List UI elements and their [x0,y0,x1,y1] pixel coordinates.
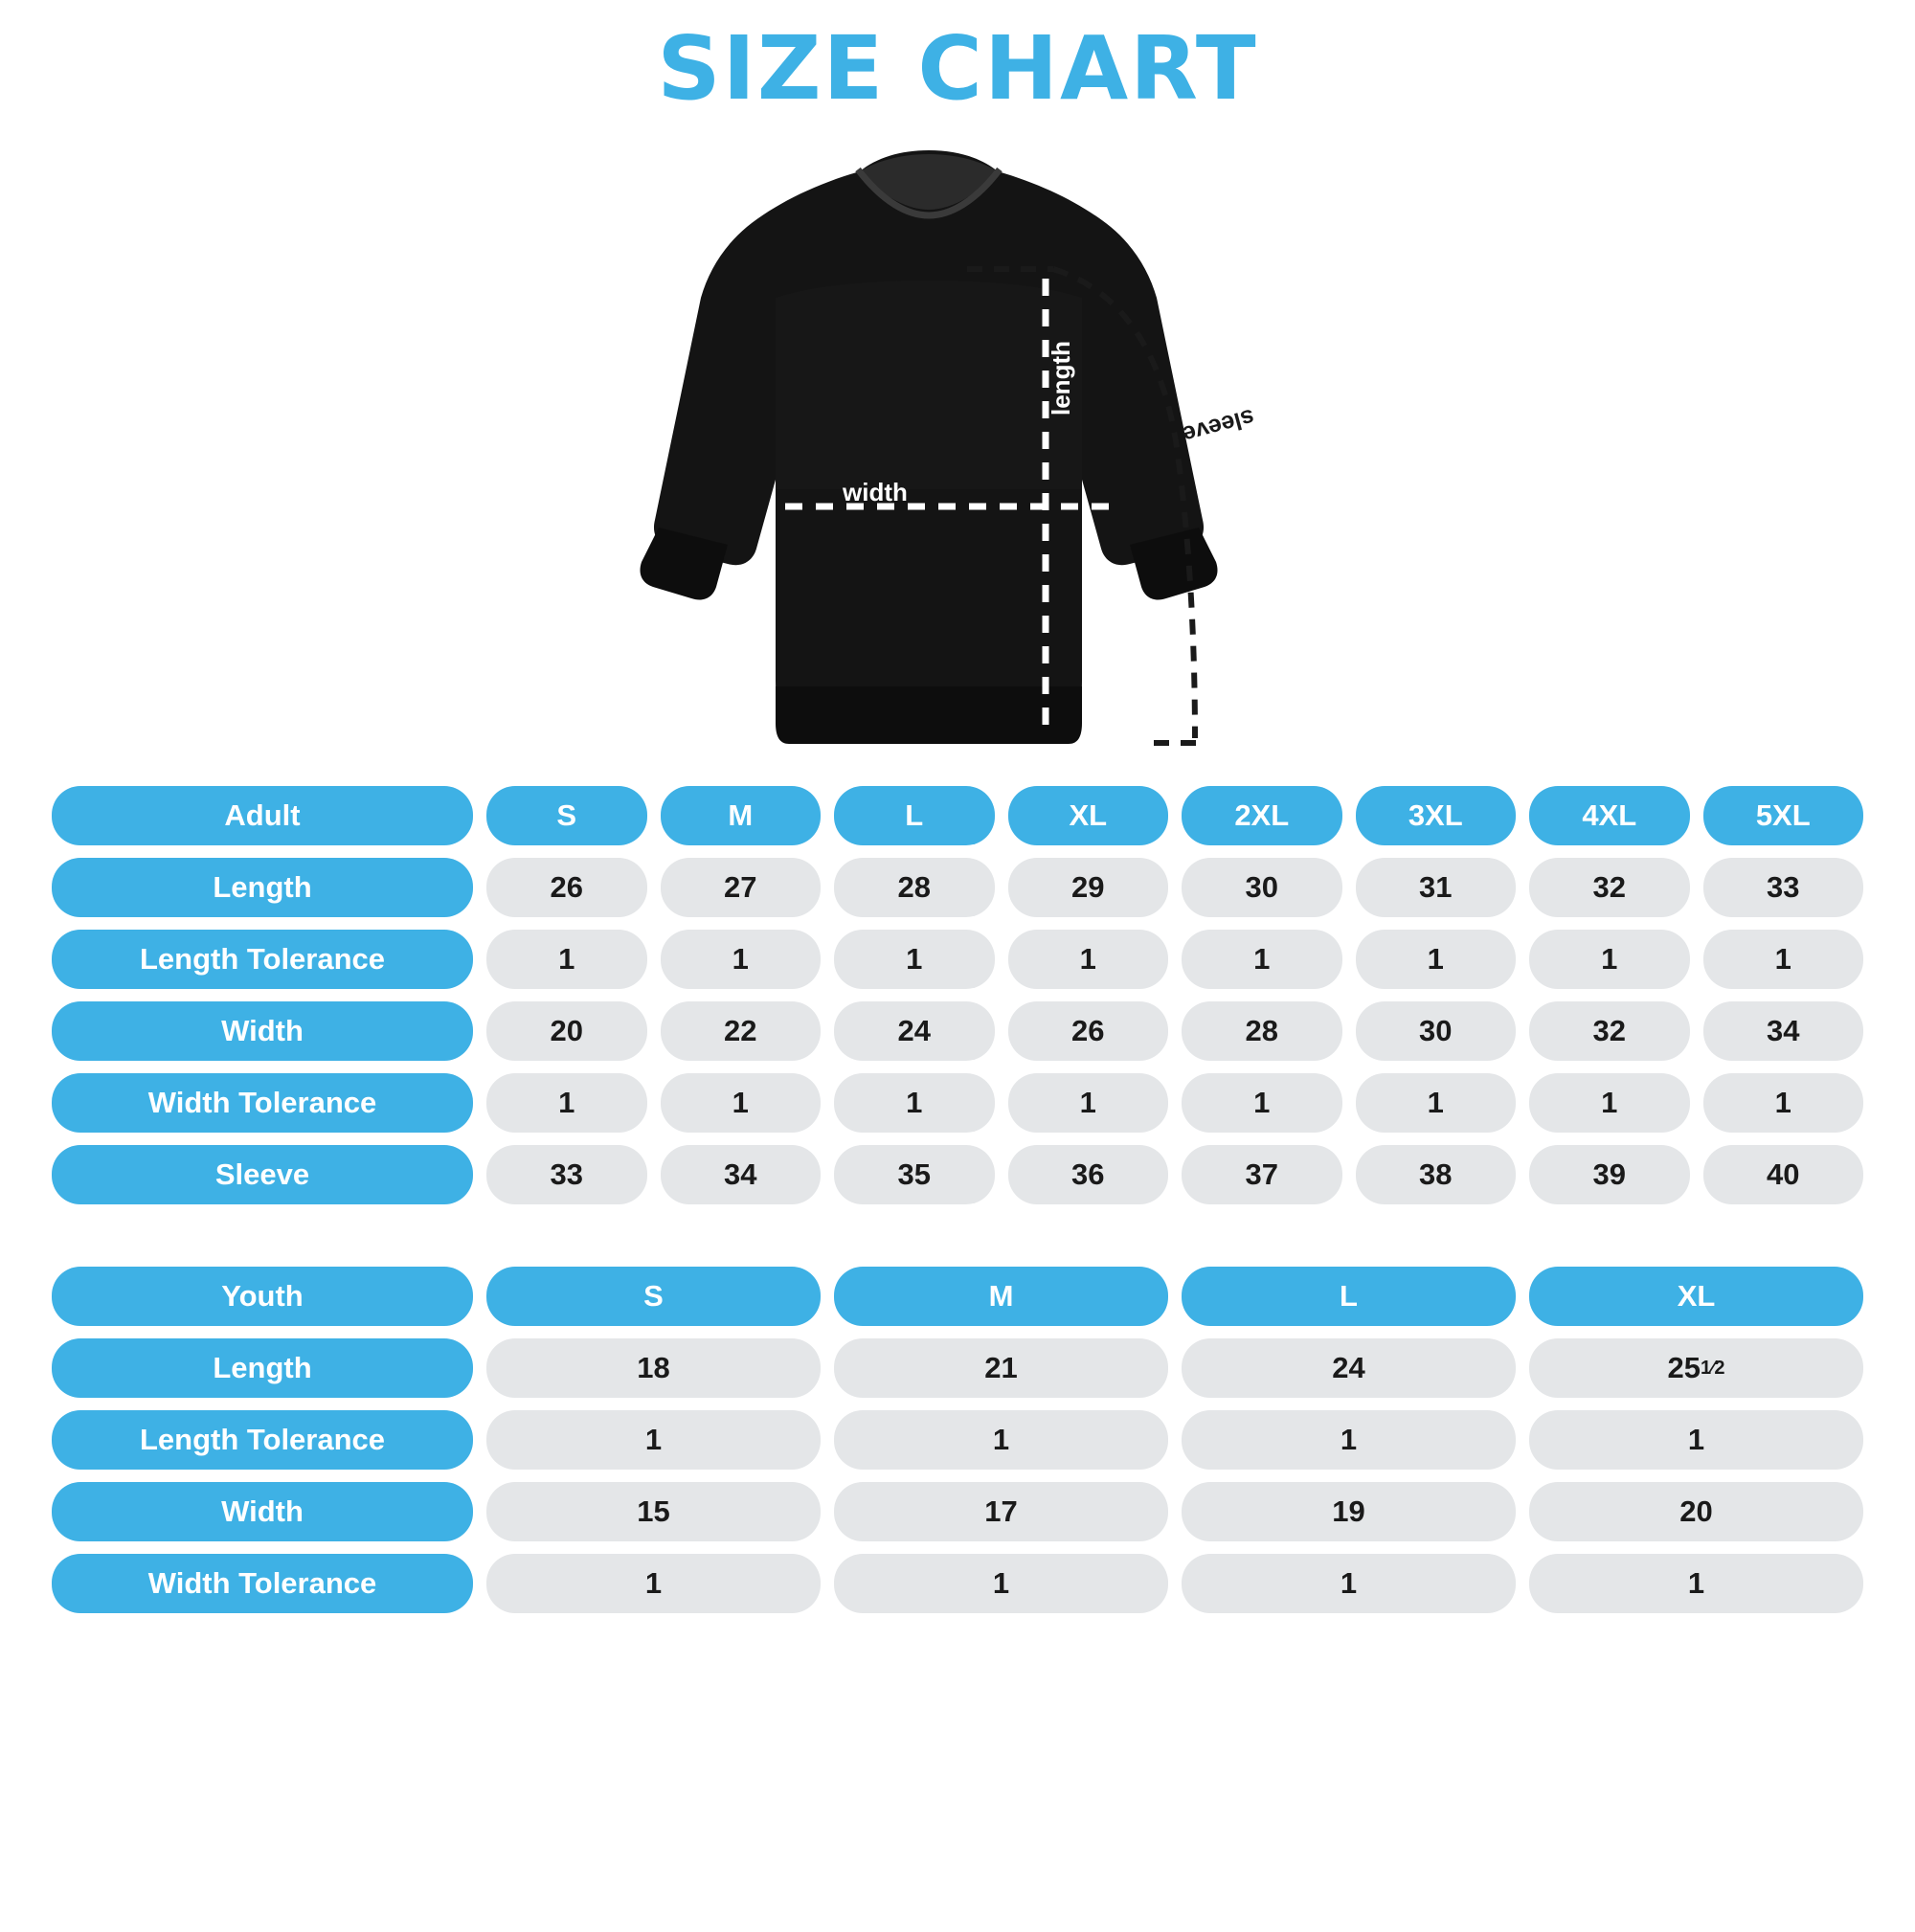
column-header: 4XL [1529,786,1690,845]
row-label: Width [52,1482,473,1541]
table-cell: 26 [1008,1001,1169,1061]
youth-xl-length-value: 25 [1667,1351,1701,1384]
table-cell: 15 [486,1482,821,1541]
table-cell: 1 [486,1073,647,1133]
column-header: M [661,786,822,845]
row-label: Length Tolerance [52,1410,473,1470]
column-header: L [1182,1267,1516,1326]
table-cell: 39 [1529,1145,1690,1204]
row-label: Width [52,1001,473,1061]
table-cell: 1 [1356,1073,1517,1133]
measurement-lines [0,125,1915,786]
column-header: L [834,786,995,845]
column-header: S [486,1267,821,1326]
table-cell: 1 [486,1410,821,1470]
table-cell: 1 [1703,930,1864,989]
table-cell: 36 [1008,1145,1169,1204]
table-cell: 29 [1008,858,1169,917]
table-cell: 1 [1703,1073,1864,1133]
table-cell: 34 [1703,1001,1864,1061]
fraction-half: 1⁄2 [1700,1357,1725,1379]
table-cell: 40 [1703,1145,1864,1204]
table-cell: 33 [1703,858,1864,917]
table-cell: 1 [486,1554,821,1613]
table-cell: 30 [1356,1001,1517,1061]
row-label: Length Tolerance [52,930,473,989]
table-cell: 24 [1182,1338,1516,1398]
adult-size-table [0,786,1915,1204]
table-row [52,1554,1863,1613]
youth-header-label: Youth [52,1267,473,1326]
table-cell: 24 [834,1001,995,1061]
table-cell: 1 [661,1073,822,1133]
table-cell: 32 [1529,1001,1690,1061]
garment-illustration [0,125,1915,786]
table-cell: 20 [486,1001,647,1061]
table-row [52,930,1863,989]
table-cell: 1 [1182,1554,1516,1613]
table-cell: 1 [834,1554,1168,1613]
column-header: S [486,786,647,845]
table-cell: 31 [1356,858,1517,917]
table-cell: 1 [834,1410,1168,1470]
table-header-row [52,786,1863,845]
size-chart-page [0,17,1915,1932]
table-cell: 32 [1529,858,1690,917]
table-cell: 1 [834,930,995,989]
youth-size-table [0,1267,1915,1613]
row-label: Sleeve [52,1145,473,1204]
adult-header-label: Adult [52,786,473,845]
table-cell: 1 [834,1073,995,1133]
table-cell: 37 [1182,1145,1342,1204]
column-header: XL [1008,786,1169,845]
table-row [52,1338,1863,1398]
table-row [52,1073,1863,1133]
table-cell: 28 [1182,1001,1342,1061]
table-cell: 38 [1356,1145,1517,1204]
table-cell: 35 [834,1145,995,1204]
table-cell: 1 [1529,930,1690,989]
page-title: SIZE CHART [657,17,1258,120]
table-row [52,1482,1863,1541]
column-header: M [834,1267,1168,1326]
table-cell: 18 [486,1338,821,1398]
table-cell: 21 [834,1338,1168,1398]
table-cell: 1 [1182,1073,1342,1133]
column-header: 2XL [1182,786,1342,845]
table-cell: 1 [1182,1410,1516,1470]
table-cell: 1 [1356,930,1517,989]
table-divider [0,1217,1915,1267]
row-label: Length [52,858,473,917]
row-label: Length [52,1338,473,1398]
label-width: width [843,478,908,506]
table-row [52,858,1863,917]
table-cell: 1 [1529,1073,1690,1133]
table-cell: 26 [486,858,647,917]
youth-column-headers [486,1267,1863,1326]
table-cell: 22 [661,1001,822,1061]
adult-column-headers [486,786,1863,845]
table-cell: 1 [1008,930,1169,989]
table-cell: 34 [661,1145,822,1204]
table-cell: 1 [1008,1073,1169,1133]
column-header: 3XL [1356,786,1517,845]
table-row [52,1001,1863,1061]
table-cell: 1 [1529,1410,1863,1470]
table-cell: 1 [486,930,647,989]
table-row [52,1145,1863,1204]
table-cell: 30 [1182,858,1342,917]
table-cell: 19 [1182,1482,1516,1541]
label-sleeve: sleeve [1180,403,1258,449]
table-cell: 17 [834,1482,1168,1541]
row-label: Width Tolerance [52,1073,473,1133]
table-cell: 28 [834,858,995,917]
table-cell: 20 [1529,1482,1863,1541]
table-cell: 1 [661,930,822,989]
table-cell: 1 [1182,930,1342,989]
column-header: 5XL [1703,786,1864,845]
table-header-row [52,1267,1863,1326]
table-cell [1529,1338,1863,1398]
table-row [52,1410,1863,1470]
label-length: length [1047,341,1075,416]
column-header: XL [1529,1267,1863,1326]
table-cell: 1 [1529,1554,1863,1613]
table-cell: 33 [486,1145,647,1204]
table-cell: 27 [661,858,822,917]
row-label: Width Tolerance [52,1554,473,1613]
